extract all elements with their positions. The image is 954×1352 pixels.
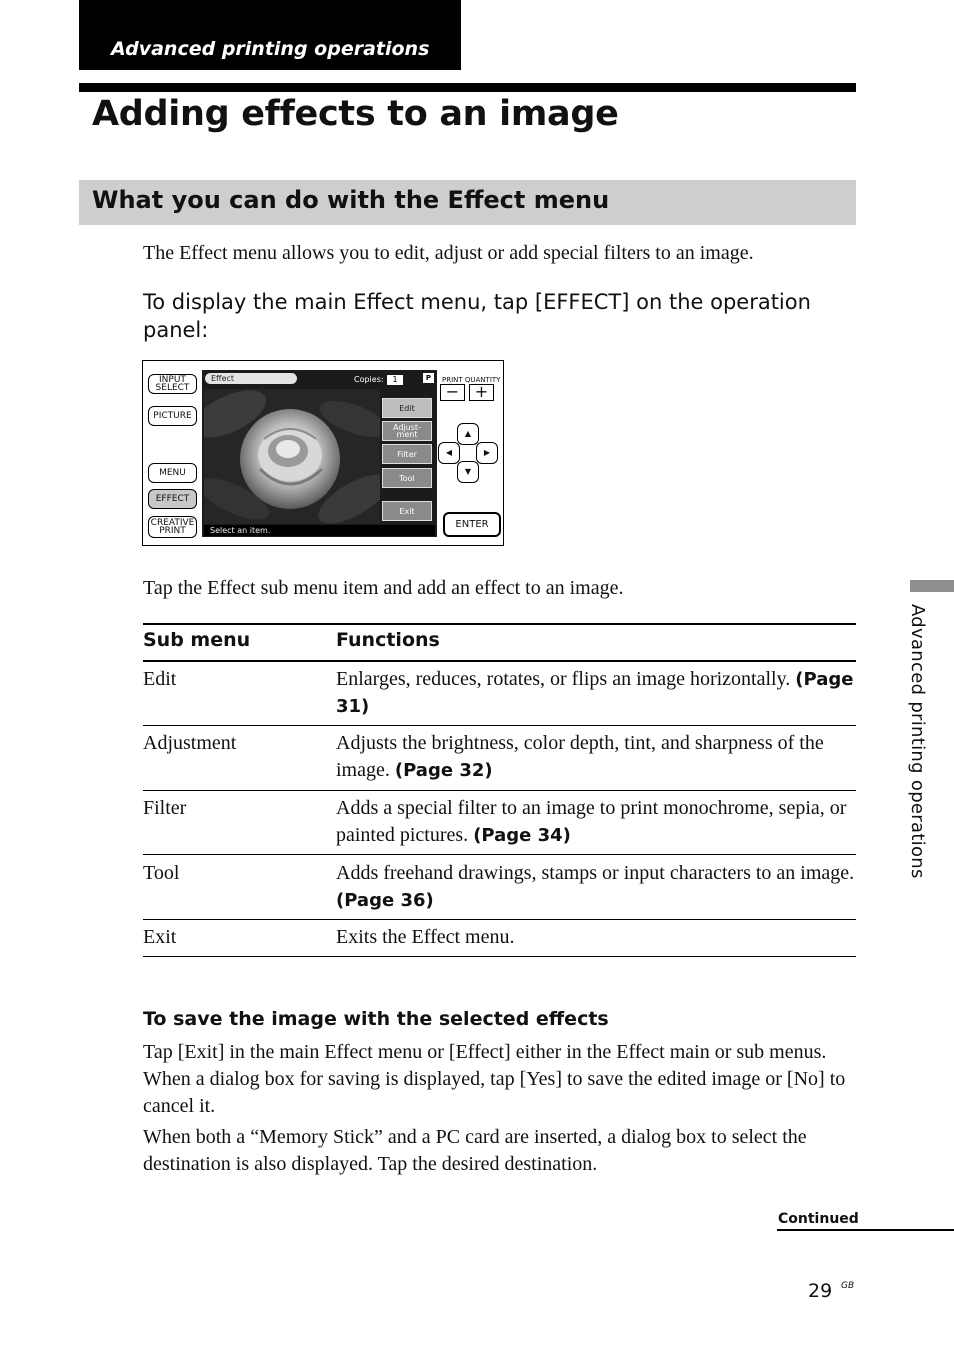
table-row-exit-sub: Exit <box>143 926 177 948</box>
row-divider <box>143 854 856 855</box>
side-thumb-tab <box>910 580 954 592</box>
tap-instruction: Tap the Effect sub menu item and add an effect to an image. <box>143 577 624 599</box>
table-row-exit-fn <box>336 924 856 951</box>
row-divider <box>143 790 856 791</box>
table-row-filter-sub: Filter <box>143 797 187 819</box>
table-header-rule <box>143 660 856 662</box>
right-arrow-icon: ▶ <box>476 442 498 464</box>
input-select-button: INPUT SELECT <box>148 374 197 394</box>
screen-title: Effect <box>205 373 297 384</box>
screen-menu-filter: Filter <box>382 444 432 464</box>
picture-button: PICTURE <box>148 406 197 426</box>
plus-button: + <box>469 384 494 401</box>
page-number: 29 <box>808 1280 833 1302</box>
table-row-adjustment-sub: Adjustment <box>143 732 237 754</box>
function-text: Adds freehand drawings, stamps or input characters to an image. <box>336 862 855 884</box>
page-reference: (Page 31) <box>336 669 854 717</box>
menu-button: MENU <box>148 463 197 483</box>
row-divider <box>143 919 856 920</box>
table-row-filter-fn <box>336 795 856 849</box>
screen-menu-exit: Exit <box>382 501 432 521</box>
save-paragraph-1: Tap [Exit] in the main Effect menu or [Effect] either in the Effect main or sub menus. When a dialog box for saving is displayed, tap [Yes] to save the edited image or [No] to cancel it. <box>143 1041 846 1117</box>
table-bottom-rule <box>143 956 856 957</box>
copies-label: Copies: <box>354 375 384 384</box>
header-rule <box>79 83 856 92</box>
row-divider <box>143 725 856 726</box>
camellia-flower-image <box>204 389 380 524</box>
up-arrow-icon: ▲ <box>457 423 479 445</box>
section-heading: What you can do with the Effect menu <box>92 186 610 214</box>
section-header-label: Advanced printing operations <box>111 38 430 60</box>
lcd-screen <box>202 370 437 537</box>
instruction-heading: To display the main Effect menu, tap [EFFECT] on the operation panel: <box>143 290 811 342</box>
column-header-sub-menu: Sub menu <box>143 629 251 651</box>
column-header-functions: Functions <box>336 629 440 651</box>
left-arrow-icon: ◀ <box>438 442 460 464</box>
table-row-adjustment-fn <box>336 730 856 784</box>
page-suffix: GB <box>841 1281 855 1291</box>
table-top-rule <box>143 623 856 625</box>
table-row-edit-sub: Edit <box>143 668 177 690</box>
table-row-tool-fn <box>336 860 856 914</box>
screen-menu-edit: Edit <box>382 398 432 418</box>
side-section-label: Advanced printing operations <box>907 604 928 879</box>
down-arrow-icon: ▼ <box>457 461 479 483</box>
print-quantity-label: PRINT QUANTITY <box>442 376 501 384</box>
creative-print-button: CREATIVE PRINT <box>148 516 197 538</box>
section-header-tab <box>79 0 461 70</box>
flower-photo <box>204 389 380 524</box>
continued-rule <box>777 1229 954 1231</box>
enter-button: ENTER <box>443 512 501 537</box>
effect-button: EFFECT <box>148 489 197 509</box>
table-row-tool-sub: Tool <box>143 862 180 884</box>
function-text: Enlarges, reduces, rotates, or flips an image horizontally. <box>336 668 791 690</box>
copies-value: 1 <box>387 375 403 385</box>
save-heading: To save the image with the selected effects <box>143 1008 609 1030</box>
screen-status: Select an item. <box>204 525 435 536</box>
page-reference: (Page 32) <box>394 760 493 781</box>
function-text: Adjusts the brightness, color depth, tint, and sharpness of the image. <box>336 732 824 781</box>
section-heading-band <box>79 180 856 225</box>
table-row-edit-fn <box>336 666 856 720</box>
operation-panel-figure <box>142 360 504 546</box>
minus-button: − <box>440 384 465 401</box>
intro-paragraph: The Effect menu allows you to edit, adjust or add special filters to an image. <box>143 242 754 264</box>
save-paragraph-2: When both a “Memory Stick” and a PC card are inserted, a dialog box to select the destination is also displayed. Tap the desired destination. <box>143 1126 807 1175</box>
function-text: Exits the Effect menu. <box>336 926 515 948</box>
page-reference: (Page 36) <box>336 890 434 911</box>
p-badge: P <box>423 373 434 383</box>
page-title: Adding effects to an image <box>92 94 619 134</box>
continued-label: Continued <box>778 1211 859 1227</box>
page-reference: (Page 34) <box>473 825 571 846</box>
screen-menu-tool: Tool <box>382 468 432 488</box>
function-text: Adds a special filter to an image to print monochrome, sepia, or painted pictures. <box>336 797 847 846</box>
screen-menu-adjustment: Adjust- ment <box>382 421 432 441</box>
